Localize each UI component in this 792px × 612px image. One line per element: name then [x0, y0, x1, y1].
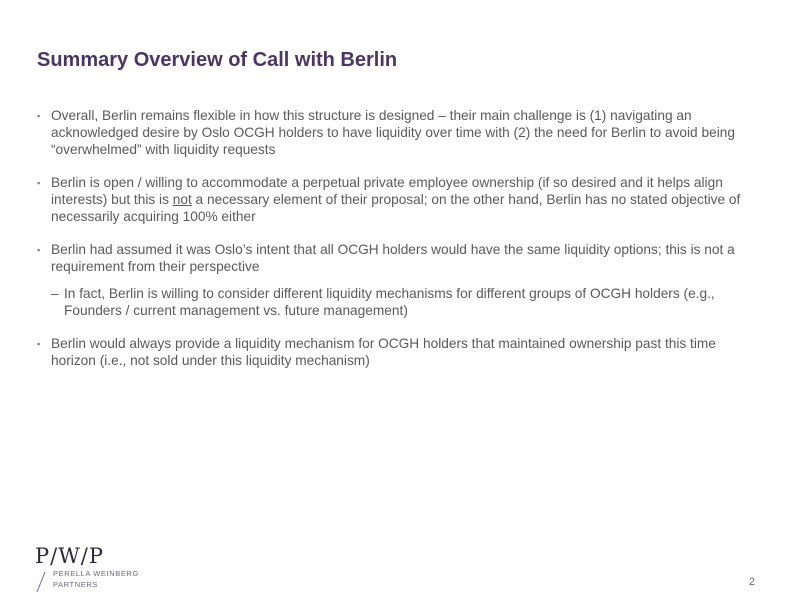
slide-title: Summary Overview of Call with Berlin	[37, 49, 398, 71]
bullet-text: Berlin had assumed it was Oslo’s intent that all OCGH holders would have the same liquidity options; this is not a requirement from their perspective	[51, 242, 735, 274]
bullet-text: Berlin would always provide a liquidity mechanism for OCGH holders that maintained ownership past this time horizon (i.e., not sold under this liquidity mechanism)	[51, 336, 716, 368]
pwp-logo	[35, 544, 155, 594]
sub-bullet-item	[37, 285, 757, 319]
emphasis-text: not	[172, 192, 192, 207]
bullet-item	[37, 241, 757, 275]
bullet-text: Berlin is open / willing to accommodate a perpetual private employee ownership (if so desired and it helps align interests) but this is	[51, 175, 723, 207]
logo-mark: P/W/P	[35, 544, 104, 568]
bullet-text: a necessary element of their proposal; on the other hand, Berlin has no stated objective of necessarily acquiring 100% either	[51, 192, 741, 224]
bullet-item	[37, 107, 757, 158]
bullet-list	[37, 107, 757, 385]
square-bullet-icon: ▪	[37, 245, 41, 255]
bullet-item	[37, 174, 757, 225]
bullet-item	[37, 335, 757, 369]
dash-bullet-icon: –	[51, 286, 59, 301]
sub-bullet-text: In fact, Berlin is willing to consider different liquidity mechanisms for different groups of OCGH holders (e.g., Founders / current management vs. future management)	[64, 286, 715, 318]
square-bullet-icon: ▪	[37, 178, 41, 188]
logo-name-line1: PERELLA WEINBERG	[53, 569, 139, 578]
square-bullet-icon: ▪	[37, 339, 41, 349]
square-bullet-icon: ▪	[37, 111, 41, 121]
page-number: 2	[748, 576, 755, 588]
logo-name-line2: PARTNERS	[53, 580, 98, 589]
logo-slash-icon	[36, 571, 46, 593]
bullet-text: Overall, Berlin remains flexible in how this structure is designed – their main challenge is (1) navigating an acknowledged desire by Oslo OCGH holders to have liquidity over time with (2) the need for Berlin to avoid being “overwhelmed” with liquidity requests	[51, 108, 735, 157]
